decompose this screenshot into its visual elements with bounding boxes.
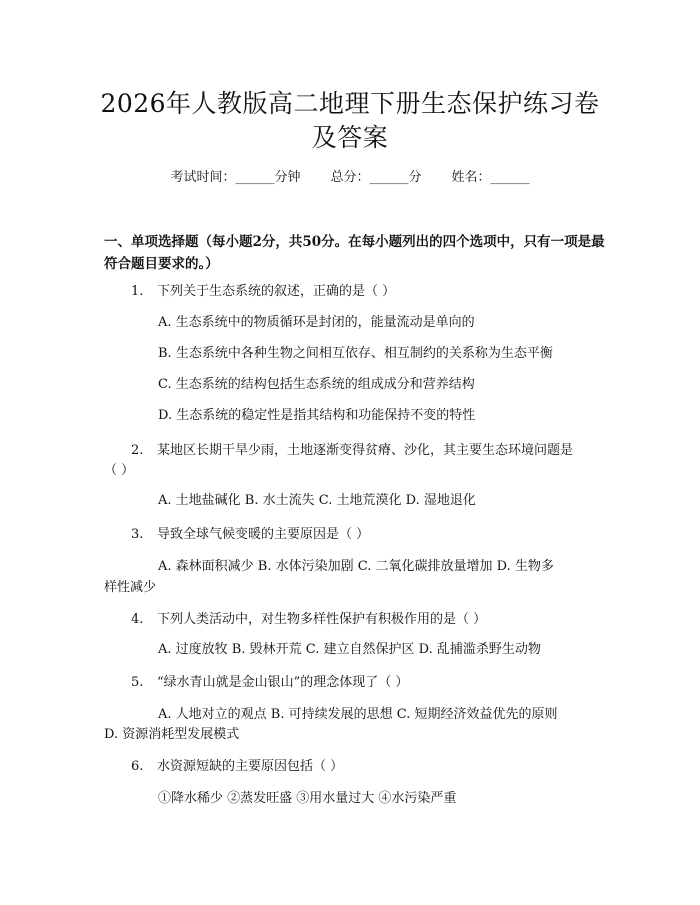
options-line: A. 人地对立的观点 B. 可持续发展的思想 C. 短期经济效益优先的原则 bbox=[158, 707, 558, 722]
question-3 bbox=[131, 524, 369, 546]
options-line: A. 过度放牧 B. 毁林开荒 C. 建立自然保护区 D. 乱捕滥杀野生动物 bbox=[158, 642, 541, 657]
options-line: A. 土地盐碱化 B. 水土流失 C. 土地荒漠化 D. 湿地退化 bbox=[158, 493, 476, 508]
question-number: 3. bbox=[131, 527, 144, 542]
question-stem: 下列人类活动中，对生物多样性保护有积极作用的是（ ） bbox=[157, 612, 487, 627]
option-b: B. 生态系统中各种生物之间相互依存、相互制约的关系称为生态平衡 bbox=[158, 346, 553, 361]
question-number: 4. bbox=[131, 612, 144, 627]
question-number: 2. bbox=[131, 443, 144, 458]
question-4 bbox=[131, 609, 486, 631]
options-line: ①降水稀少 ②蒸发旺盛 ③用水量过大 ④水污染严重 bbox=[158, 791, 457, 806]
options-line: A. 森林面积减少 B. 水体污染加剧 C. 二氧化碳排放量增加 D. 生物多 bbox=[158, 559, 554, 574]
question-number: 5. bbox=[131, 675, 144, 690]
option-d: D. 生态系统的稳定性是指其结构和功能保持不变的特性 bbox=[158, 408, 476, 423]
exam-time: 考试时间：______分钟 bbox=[170, 170, 301, 185]
student-name: 姓名：______ bbox=[451, 170, 530, 185]
exam-score: 总分：______分 bbox=[330, 170, 422, 185]
question-number: 1. bbox=[131, 284, 144, 299]
question-stem: “绿水青山就是金山银山”的理念体现了（ ） bbox=[157, 675, 409, 690]
question-stem: 某地区长期干旱少雨，土地逐渐变得贫瘠、沙化，其主要生态环境问题是 bbox=[157, 443, 574, 458]
question-stem: 水资源短缺的主要原因包括（ ） bbox=[157, 759, 344, 774]
options-line-continued: 样性减少 bbox=[104, 580, 157, 595]
options-line-continued: D. 资源消耗型发展模式 bbox=[104, 727, 240, 742]
question-1 bbox=[131, 281, 395, 303]
question-6 bbox=[131, 756, 343, 778]
option-a: A. 生态系统中的物质循环是封闭的，能量流动是单向的 bbox=[158, 315, 475, 330]
question-stem: 下列关于生态系统的叙述，正确的是（ ） bbox=[157, 284, 396, 299]
page-title-line2: 及答案 bbox=[311, 123, 389, 152]
section-heading: 一、单项选择题（每小题2分，共50分。在每小题列出的四个选项中，只有一项是最符合题目要求的。） bbox=[104, 234, 605, 272]
question-stem-continued: （ ） bbox=[104, 463, 135, 478]
page-title: 2026年人教版高二地理下册生态保护练习卷 bbox=[100, 89, 600, 118]
question-stem: 导致全球气候变暖的主要原因是（ ） bbox=[157, 527, 370, 542]
option-c: C. 生态系统的结构包括生态系统的组成成分和营养结构 bbox=[158, 377, 475, 392]
question-2 bbox=[131, 440, 573, 462]
exam-info bbox=[0, 168, 700, 188]
question-number: 6. bbox=[131, 759, 144, 774]
question-5 bbox=[131, 672, 408, 694]
